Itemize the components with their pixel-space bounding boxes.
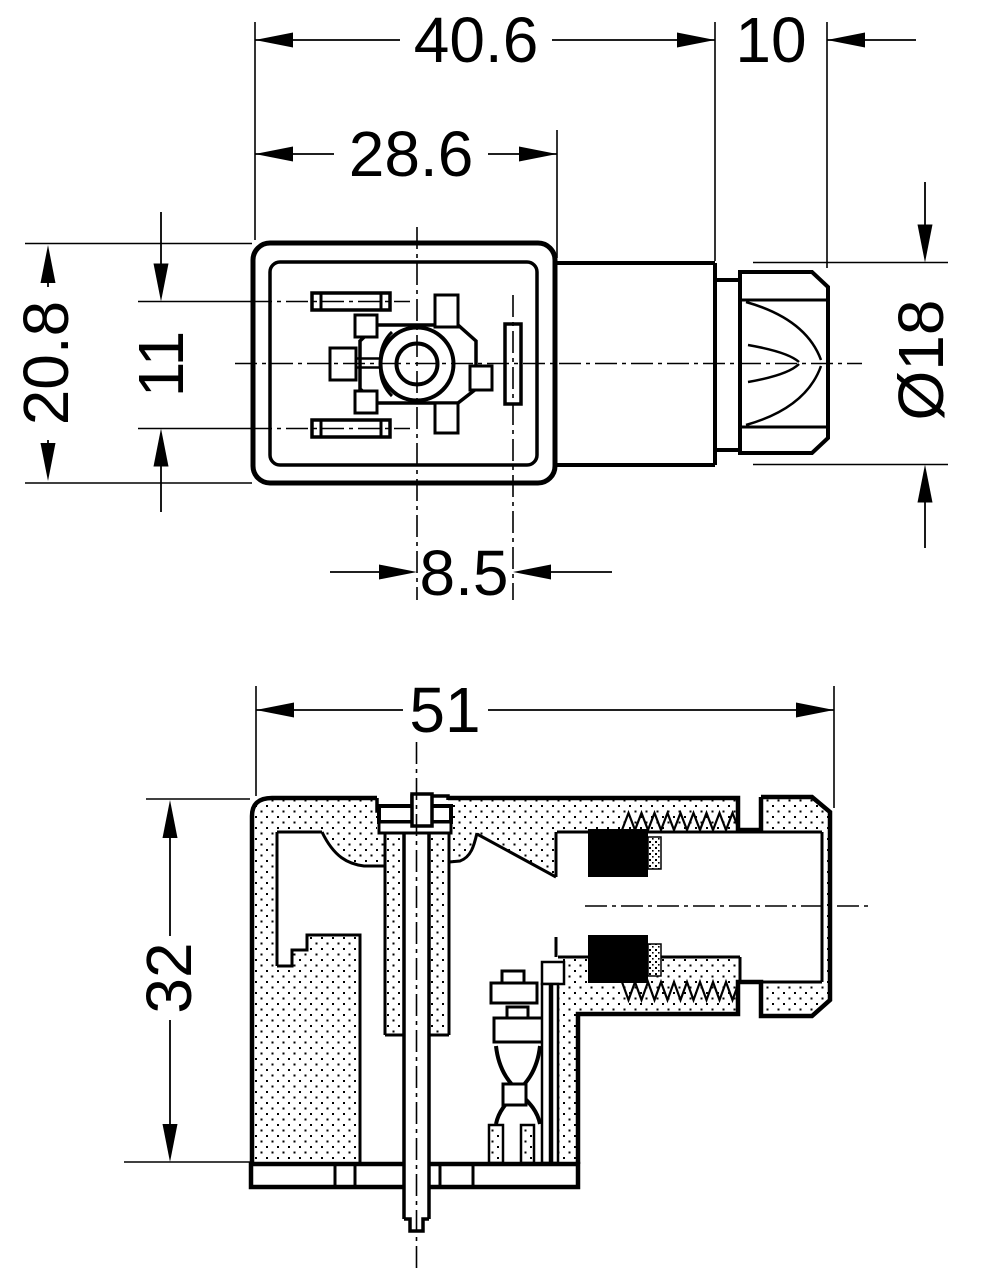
arrowhead <box>163 1124 178 1162</box>
contact-body-upper <box>491 983 537 1003</box>
tab-top <box>435 295 458 327</box>
arrowhead <box>918 225 933 263</box>
dim-section-total-length <box>256 674 834 746</box>
tab-bottom <box>435 403 458 433</box>
arrowhead <box>519 147 557 162</box>
ground-strip-1 <box>542 984 550 1163</box>
contact-cap-mid <box>503 1084 526 1105</box>
dim-front-body-width <box>255 118 557 190</box>
dim-front-ground-offset <box>330 537 612 609</box>
arrowhead <box>827 33 865 48</box>
dim-label-ground-offset: 8.5 <box>419 537 509 609</box>
contact-foot-left <box>489 1125 503 1163</box>
tab-left-upper <box>355 315 377 337</box>
dim-label-height: 32 <box>133 942 205 1014</box>
gland-nut-front <box>740 272 828 453</box>
arrowhead <box>256 703 294 718</box>
contact-foot-right <box>521 1125 534 1163</box>
arrowhead <box>41 245 56 283</box>
left-wall-hatch <box>252 798 277 1164</box>
arrowhead <box>918 465 933 503</box>
arrowhead <box>255 33 293 48</box>
dim-label-gland-length: 10 <box>735 4 807 76</box>
right-wall-hatch <box>556 1014 578 1164</box>
dim-front-gland-diameter <box>885 182 957 548</box>
dim-label-total-width: 40.6 <box>413 4 539 76</box>
tab-left-lower <box>355 391 377 413</box>
seal-block-upper <box>588 829 648 877</box>
arrowhead <box>154 429 169 467</box>
dim-front-total-width <box>255 4 715 76</box>
dim-front-gland-length <box>735 4 916 76</box>
arrowhead <box>154 264 169 302</box>
gland-step-ring <box>715 280 740 450</box>
seal-block-lower <box>588 935 648 983</box>
dim-label-body-height: 20.8 <box>10 300 82 426</box>
screw-slot <box>412 794 432 826</box>
dim-front-contact-spacing <box>125 212 197 512</box>
screw-boss-right <box>429 832 449 1035</box>
arrowhead <box>677 33 715 48</box>
arrowhead <box>255 147 293 162</box>
dim-label-total-length: 51 <box>409 674 481 746</box>
arrowhead <box>796 703 834 718</box>
screw-boss-left <box>385 832 404 1035</box>
arrowhead <box>41 443 56 481</box>
dim-label-contact-spacing: 11 <box>125 330 197 398</box>
dim-label-body-width: 28.6 <box>348 118 474 190</box>
arrowhead <box>379 565 417 580</box>
dim-label-gland-diameter: Ø18 <box>885 299 957 421</box>
front-view <box>10 4 957 609</box>
section-view <box>124 674 868 1272</box>
ground-strip-hook <box>542 962 564 984</box>
dim-section-height <box>133 800 205 1162</box>
arrowhead <box>163 800 178 838</box>
arrowhead <box>513 565 551 580</box>
coil-block-hatch <box>277 935 360 1164</box>
tab-right-square <box>470 366 492 390</box>
contact-cap-top <box>502 971 524 983</box>
dim-front-body-height <box>10 245 82 481</box>
seal-washer-upper <box>648 837 661 869</box>
seal-washer-lower <box>648 944 661 976</box>
ground-strip-2 <box>552 984 558 1163</box>
